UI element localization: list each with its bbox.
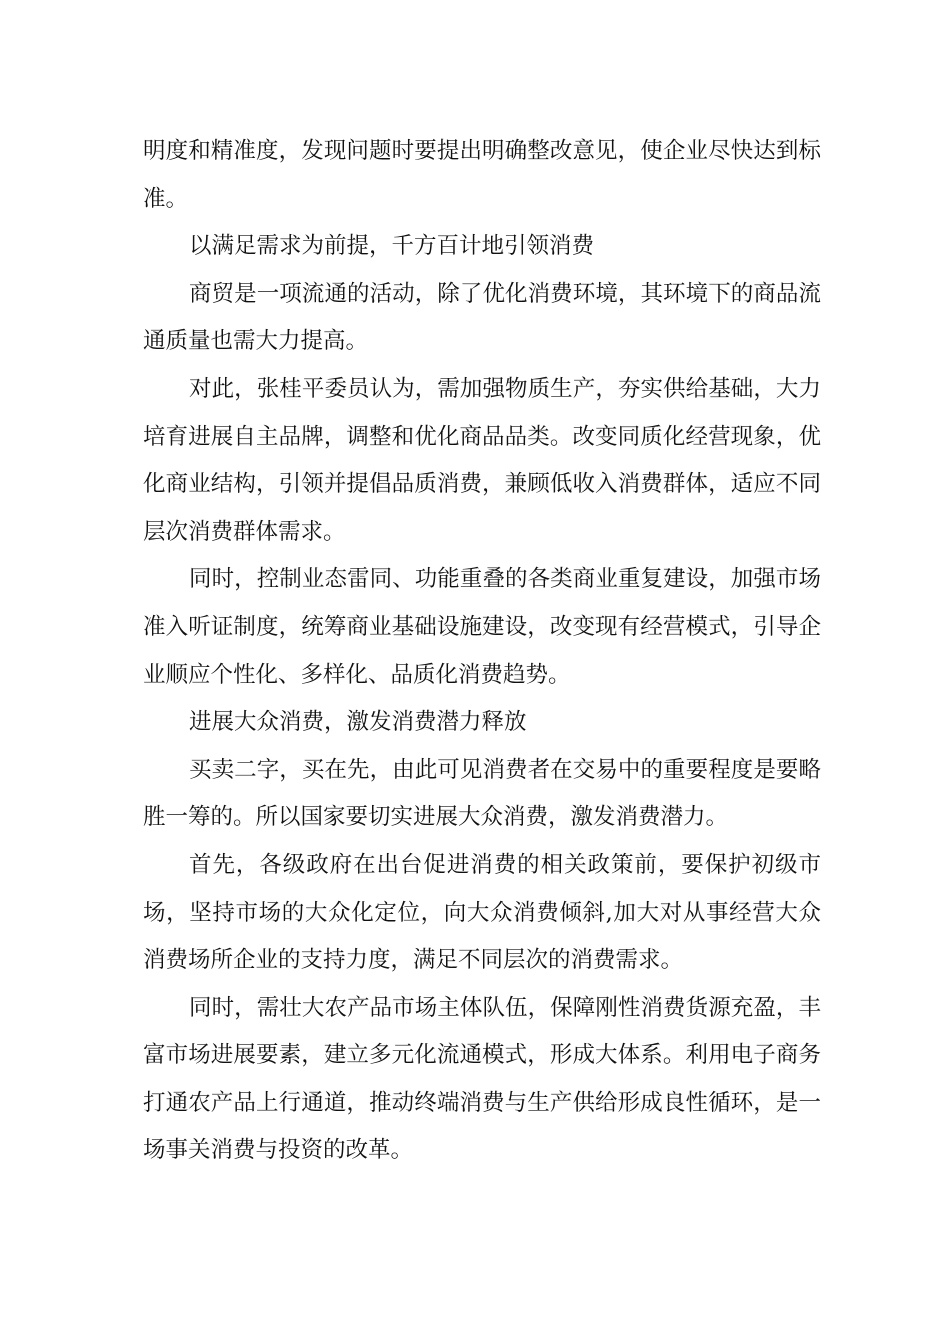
paragraph: 同时，控制业态雷同、功能重叠的各类商业重复建设，加强市场准入听证制度，统筹商业基础设施建设，改变现有经营模式，引导企业顺应个性化、多样化、品质化消费趋势。 xyxy=(143,566,821,688)
section-heading: 进展大众消费，激发消费潜力释放 xyxy=(189,709,527,736)
section-heading: 以满足需求为前提，千方百计地引领消费 xyxy=(189,233,595,260)
paragraph: 商贸是一项流通的活动，除了优化消费环境，其环境下的商品流通质量也需大力提高。 xyxy=(143,280,821,355)
paragraph-continuation: 明度和精准度，发现问题时要提出明确整改意见，使企业尽快达到标准。 xyxy=(143,138,821,212)
paragraph: 对此，张桂平委员认为，需加强物质生产，夯实供给基础，大力培育进展自主品牌，调整和优化商品品类。改变同质化经营现象，优化商业结构，引领并提倡品质消费，兼顾低收入消费群体，适应不同层次消费群体需求。 xyxy=(143,375,821,545)
paragraph: 同时，需壮大农产品市场主体队伍，保障刚性消费货源充盈，丰富市场进展要素，建立多元化流通模式，形成大体系。利用电子商务打通农产品上行通道，推动终端消费与生产供给形成良性循环，是一场事关消费与投资的改革。 xyxy=(143,994,821,1164)
paragraph: 买卖二字，买在先，由此可见消费者在交易中的重要程度是要略胜一筹的。所以国家要切实进展大众消费，激发消费潜力。 xyxy=(143,756,821,831)
paragraph: 首先，各级政府在出台促进消费的相关政策前，要保护初级市场，坚持市场的大众化定位，向大众消费倾斜,加大对从事经营大众消费场所企业的支持力度，满足不同层次的消费需求。 xyxy=(143,851,821,974)
document-body xyxy=(143,128,821,1175)
